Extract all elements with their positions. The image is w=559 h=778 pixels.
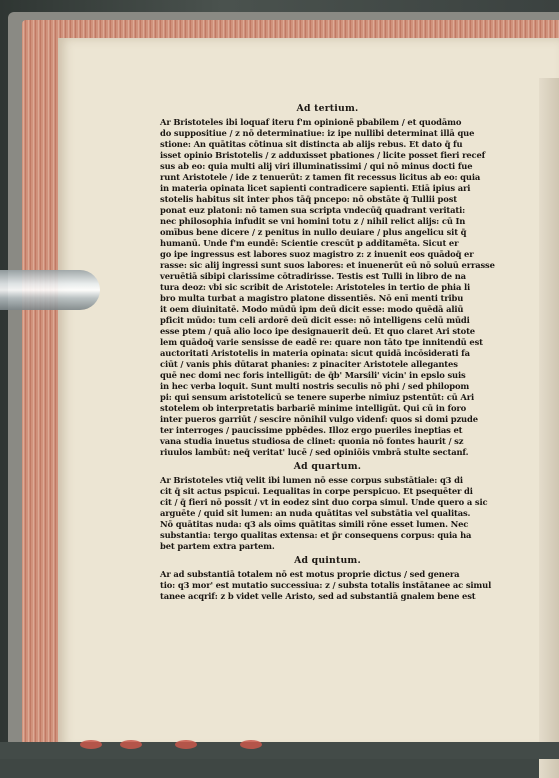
- text-line: isset opinio Bristotelis / z adduxisset pbationes / licite posset fieri recef: [160, 150, 486, 160]
- text-line: tanee acqrif: z b videt velle Aristo, sed ad substantiā gnalem bene est: [160, 591, 476, 601]
- page-text: [160, 100, 495, 602]
- text-line: tio: q3 mor' est mutatio successiua: z / substa totalis instātanee ac simul: [160, 580, 492, 590]
- text-line: esse ptem / quā alio loco ipe designauerit deū. Et quo claret Ari stote: [160, 326, 475, 336]
- glass-rod: [0, 270, 100, 310]
- text-line: vana studia inuetus studiosa de clinet: quonia nō fontes haurit / sz: [160, 436, 464, 446]
- text-line: auctoritati Aristotelis in materia opinata: sicut quidā incōsiderati fa: [160, 348, 470, 358]
- text-line: stotelem ob interpretatis barbariē minime intelligūt. Qui cū in foro: [160, 403, 467, 413]
- text-line: it oem diuinitatē. Modo mūdū ipm deū dicit esse: modo quēdā aliū: [160, 304, 464, 314]
- text-line: pficit mūdo: tum celi ardorē deū dicit esse: nō intelligens celū mūdi: [160, 315, 470, 325]
- text-line: Ar Bristoteles ibi loquaf iteru f'm opinionē pbabilem / et quodāmo: [160, 117, 462, 127]
- page-gutter: [539, 78, 559, 778]
- red-edge-marks: [80, 740, 300, 750]
- text-line: arguēte / quid sit lumen: an nuda quātitas vel substātia vel qualitas.: [160, 508, 471, 518]
- section-heading: Ad tertium.: [296, 103, 359, 114]
- text-line: lem quādoq̄ varie sensisse de eadē re: quare non tāto tpe innitendū est: [160, 337, 483, 347]
- text-line: veruētiā sibipi clarissime cōtradirisse. Testis est Tulli in libro de na: [160, 271, 466, 281]
- text-line: bro multa turbat a magistro platone dissentiēs. Nō enī menti tribu: [160, 293, 464, 303]
- section-heading: Ad quintum.: [294, 555, 361, 566]
- text-line: go ipe ingressus est labores suoz magistro z: z inuenit eos quādoq̄ er: [160, 249, 474, 259]
- text-line: stione: An quātitas cōtinua sit distincta ab alijs rebus. Et dato q̄ fu: [160, 139, 463, 149]
- text-line: Nō quātitas nuda: q3 als oīms quātitas simili rōne esset lumen. Nec: [160, 519, 469, 529]
- text-line: in hec verba loquit. Sunt multi nostris seculis nō phi / sed philopom: [160, 381, 470, 391]
- text-line: tura deoz: vbi sic scribit de Aristotele: Aristoteles in tertio de phia li: [160, 282, 471, 292]
- text-line: inter pueros garriūt / sescire nōnihil vulgo videnf: quos si domi pzude: [160, 414, 478, 424]
- text-line: Ar ad substantiā totalem nō est motus proprie dictus / sed genera: [160, 569, 460, 579]
- section-heading: Ad quartum.: [293, 461, 362, 472]
- text-line: rasse: sic alij ingressi sunt suos labores: et inuenerūt eū nō soluū errasse: [160, 260, 495, 270]
- text-line: runt Aristotele / ide z tenuerūt: z tamen fit recessus licitus ab eo: quia: [160, 172, 481, 182]
- text-line: in materia opinata licet sapienti contradicere sapienti. Etiā ipius ari: [160, 183, 471, 193]
- text-line: quē nec domi nec foris intelligūt: de q̄b' Marsili' vicin' in epslo suis: [160, 370, 466, 380]
- text-line: cit q̄ sit actus pspicui. Lequalitas in corpe perspicuo. Et psequēter di: [160, 486, 473, 496]
- text-line: ponat euz platoni: nō tamen sua scripta vndecūq̄ quadrant veritati:: [160, 205, 466, 215]
- text-line: do suppositiue / z nō determinatiue: iz ipe nullibi determinat illā que: [160, 128, 475, 138]
- text-line: ciūt / vanis phis dūtarat phanies: z pinaciter Aristotele allegantes: [160, 359, 458, 369]
- text-line: nec philosophia infudit se vni homini totu z / nihil relict alijs: cū In: [160, 216, 466, 226]
- text-line: pi: qui sensum aristotelicū se tenere superbe nimiuz pstentūt: cū Ari: [160, 392, 474, 402]
- text-line: bet partem extra partem.: [160, 541, 275, 551]
- text-line: Ar Bristoteles vtiq̄ velit ibi lumen nō esse corpus substātiale: q3 di: [160, 475, 463, 485]
- text-line: omībus bene dicere / z penitus in nullo deuiare / plus angelicu sit q̄: [160, 227, 467, 237]
- text-line: stotelis habitus sit inter phos tāq̄ pncepo: nō obstāte q̄ Tullii post: [160, 194, 457, 204]
- text-line: sus ab eo: quia multi alij viri illuminatissimi / qui nō minus docti fue: [160, 161, 473, 171]
- text-line: riuulos lambūt: neq̄ veritat' lucē / sed opiniōis vmbrā stulte sectanf.: [160, 447, 469, 457]
- text-line: cit / q̄ fieri nō possit / vt in eodez sint duo corpa simul. Unde quero a sic: [160, 497, 488, 507]
- text-line: substantia: tergo qualitas extensa: et p̄r consequens corpus: quia ha: [160, 530, 472, 540]
- text-line: ter interroges / paucissime ppbēdes. Illoz ergo pueriles ineptias et: [160, 425, 463, 435]
- text-line: humanū. Unde f'm eundē: Scientie crescūt p additamēta. Sicut er: [160, 238, 459, 248]
